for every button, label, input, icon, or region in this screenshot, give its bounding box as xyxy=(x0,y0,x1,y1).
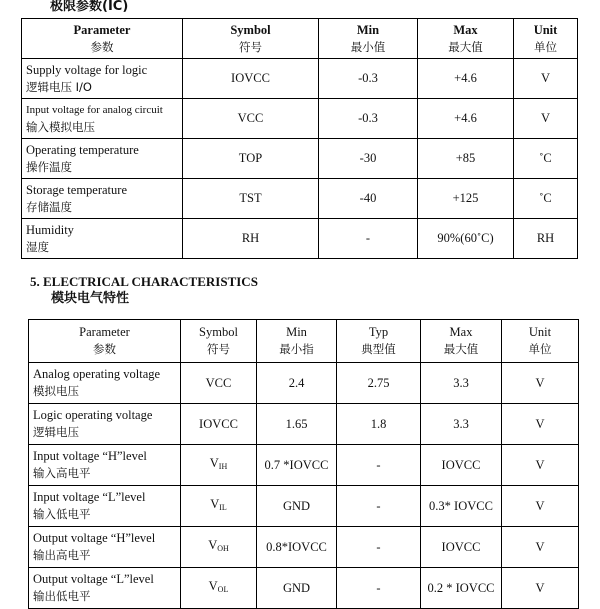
max-cell: IOVCC xyxy=(421,527,502,568)
symbol-cell: $V_{IL}$ xyxy=(181,486,257,527)
table-row xyxy=(29,445,579,486)
param-cell: Analog operating voltage 模拟电压 xyxy=(29,363,181,404)
table-row xyxy=(22,59,578,99)
param-cell: Input voltage “L”level 输入低电平 xyxy=(29,486,181,527)
unit-cell: ˚C xyxy=(514,139,578,179)
symbol-cell: IOVCC xyxy=(183,59,319,99)
typ-cell: 2.75 xyxy=(337,363,421,404)
table-row xyxy=(29,404,579,445)
min-cell: -40 xyxy=(319,179,418,219)
min-cell: 0.8*IOVCC xyxy=(257,527,337,568)
min-cell: GND xyxy=(257,568,337,609)
typ-cell: 1.8 xyxy=(337,404,421,445)
symbol-cell: RH xyxy=(183,219,319,259)
unit-cell: V xyxy=(502,363,579,404)
section-5-title: 5. ELECTRICAL CHARACTERISTICS xyxy=(30,274,258,289)
section-ic-title: 极限参数(IC) xyxy=(50,0,129,14)
header-min: Min 最小值 xyxy=(319,19,418,59)
section-5-heading xyxy=(30,274,258,307)
header-symbol: Symbol 符号 xyxy=(183,19,319,59)
unit-cell: V xyxy=(502,404,579,445)
max-cell: +4.6 xyxy=(418,59,514,99)
symbol-cell: IOVCC xyxy=(181,404,257,445)
header-unit: Unit 单位 xyxy=(502,320,579,363)
min-cell: 1.65 xyxy=(257,404,337,445)
param-cell: Output voltage “H”level 输出高电平 xyxy=(29,527,181,568)
symbol-cell: VCC xyxy=(181,363,257,404)
max-cell: 3.3 xyxy=(421,404,502,445)
unit-cell: V xyxy=(502,568,579,609)
electrical-characteristics-table xyxy=(28,319,579,609)
unit-cell: RH xyxy=(514,219,578,259)
param-cell: Input voltage “H”level 输入高电平 xyxy=(29,445,181,486)
unit-cell: V xyxy=(502,445,579,486)
typ-cell: - xyxy=(337,445,421,486)
param-cell: Logic operating voltage 逻辑电压 xyxy=(29,404,181,445)
table-row xyxy=(22,139,578,179)
table-row xyxy=(29,486,579,527)
header-max: Max 最大值 xyxy=(418,19,514,59)
symbol-cell: $V_{IH}$ xyxy=(181,445,257,486)
header-parameter: Parameter 参数 xyxy=(22,19,183,59)
min-cell: -0.3 xyxy=(319,59,418,99)
max-cell: 0.3* IOVCC xyxy=(421,486,502,527)
typ-cell: - xyxy=(337,568,421,609)
min-cell: GND xyxy=(257,486,337,527)
symbol-cell: $V_{OL}$ xyxy=(181,568,257,609)
header-min: Min 最小指 xyxy=(257,320,337,363)
table-row xyxy=(29,568,579,609)
param-cell: Storage temperature 存储温度 xyxy=(22,179,183,219)
section-5-subtitle: 模块电气特性 xyxy=(51,291,130,306)
param-cell: Humidity 湿度 xyxy=(22,219,183,259)
min-cell: - xyxy=(319,219,418,259)
absolute-maximum-ratings-table xyxy=(21,18,578,259)
unit-cell: V xyxy=(514,59,578,99)
min-cell: 2.4 xyxy=(257,363,337,404)
min-cell: -30 xyxy=(319,139,418,179)
unit-cell: V xyxy=(514,99,578,139)
header-symbol: Symbol 符号 xyxy=(181,320,257,363)
unit-cell: V xyxy=(502,486,579,527)
table-header-row xyxy=(29,320,579,363)
max-cell: 0.2 * IOVCC xyxy=(421,568,502,609)
table-row xyxy=(29,363,579,404)
table-row xyxy=(22,219,578,259)
min-cell: -0.3 xyxy=(319,99,418,139)
header-typ: Typ 典型值 xyxy=(337,320,421,363)
header-max: Max 最大值 xyxy=(421,320,502,363)
symbol-cell: $V_{OH}$ xyxy=(181,527,257,568)
max-cell: +85 xyxy=(418,139,514,179)
max-cell: +125 xyxy=(418,179,514,219)
table-row xyxy=(22,99,578,139)
param-cell: Input voltage for analog circuit 输入模拟电压 xyxy=(22,99,183,139)
param-cell: Operating temperature 操作温度 xyxy=(22,139,183,179)
max-cell: +4.6 xyxy=(418,99,514,139)
header-parameter: Parameter 参数 xyxy=(29,320,181,363)
symbol-cell: TST xyxy=(183,179,319,219)
table-header-row xyxy=(22,19,578,59)
typ-cell: - xyxy=(337,486,421,527)
header-unit: Unit 单位 xyxy=(514,19,578,59)
symbol-cell: VCC xyxy=(183,99,319,139)
table-row xyxy=(29,527,579,568)
unit-cell: V xyxy=(502,527,579,568)
min-cell: 0.7 *IOVCC xyxy=(257,445,337,486)
param-cell: Supply voltage for logic 逻辑电压 I/O xyxy=(22,59,183,99)
typ-cell: - xyxy=(337,527,421,568)
max-cell: IOVCC xyxy=(421,445,502,486)
unit-cell: ˚C xyxy=(514,179,578,219)
max-cell: 90%(60˚C) xyxy=(418,219,514,259)
param-cell: Output voltage “L”level 输出低电平 xyxy=(29,568,181,609)
table-row xyxy=(22,179,578,219)
symbol-cell: TOP xyxy=(183,139,319,179)
max-cell: 3.3 xyxy=(421,363,502,404)
